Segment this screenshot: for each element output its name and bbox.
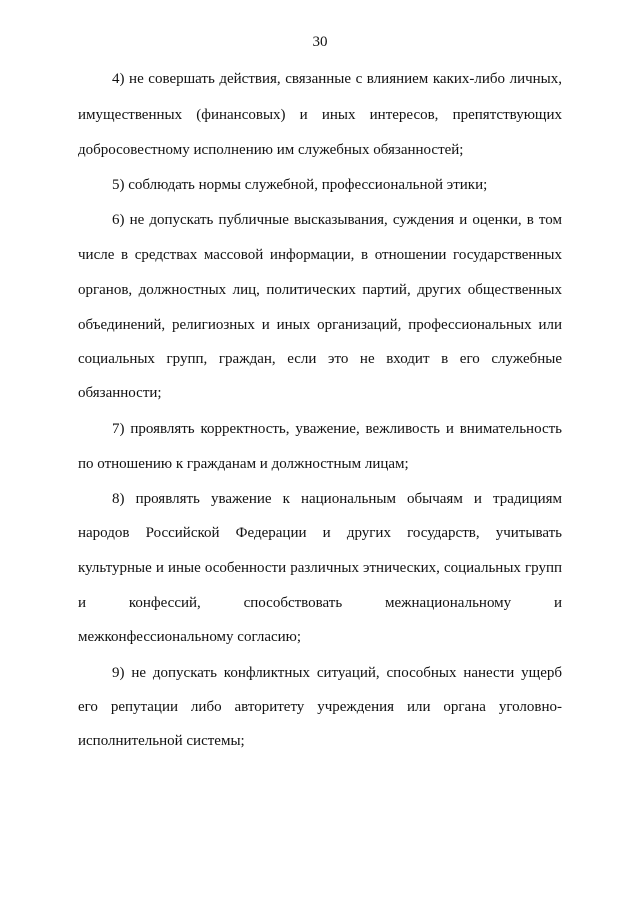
text-line: его репутации либо авторитету учреждения или органа уголовно- <box>78 699 562 715</box>
text-line: народов Российской Федерации и других государств, учитывать <box>78 525 562 541</box>
text-line: межконфессиональному согласию; <box>78 629 302 645</box>
text-line: 8) проявлять уважение к национальным обычаям и традициям <box>112 491 562 507</box>
text-line: 6) не допускать публичные высказывания, суждения и оценки, в том <box>112 212 562 228</box>
text-line: по отношению к гражданам и должностным лицам; <box>78 456 409 472</box>
text-line: 4) не совершать действия, связанные с влиянием каких-либо личных, <box>112 71 562 87</box>
text-line: 5) соблюдать нормы служебной, профессиональной этики; <box>112 177 488 193</box>
text-line: имущественных (финансовых) и иных интересов, препятствующих <box>78 107 562 123</box>
text-line: добросовестному исполнению им служебных обязанностей; <box>78 142 464 158</box>
text-line: обязанности; <box>78 385 162 401</box>
text-line: и конфессий, способствовать межнациональному и <box>78 595 562 611</box>
text-line: 9) не допускать конфликтных ситуаций, способных нанести ущерб <box>112 665 562 681</box>
text-line: числе в средствах массовой информации, в отношении государственных <box>78 247 562 263</box>
text-line: культурные и иные особенности различных этнических, социальных групп <box>78 560 562 576</box>
text-line: 7) проявлять корректность, уважение, вежливость и внимательность <box>112 421 562 437</box>
text-line: органов, должностных лиц, политических партий, других общественных <box>78 282 562 298</box>
text-line: объединений, религиозных и иных организаций, профессиональных или <box>78 317 562 333</box>
page-number: 30 <box>312 34 328 50</box>
text-line: исполнительной системы; <box>78 733 245 749</box>
text-line: социальных групп, граждан, если это не входит в его служебные <box>78 351 562 367</box>
